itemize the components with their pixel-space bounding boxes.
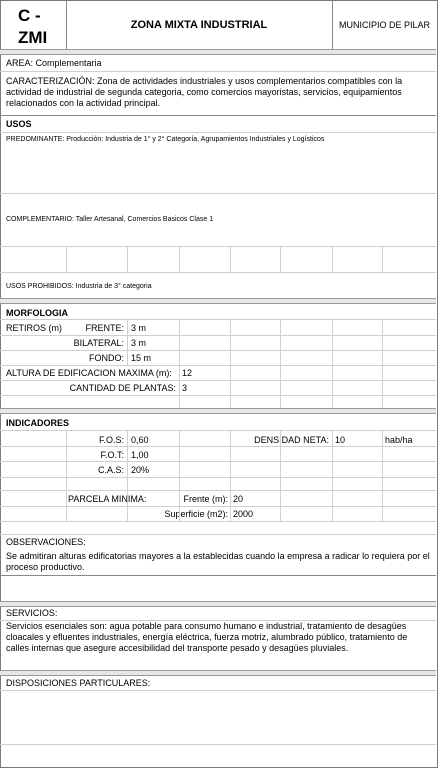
- fondo-label: FONDO:: [89, 353, 124, 363]
- densidad-unit: hab/ha: [385, 435, 413, 445]
- retiros-label: RETIROS (m): [6, 323, 62, 333]
- row-line: [0, 395, 436, 396]
- zone-code-line1: C -: [18, 6, 41, 25]
- plantas-value: 3: [182, 383, 188, 393]
- row-line: [0, 335, 436, 336]
- grid-line: [382, 430, 383, 521]
- plantas-label: CANTIDAD DE PLANTAS:: [69, 383, 176, 393]
- grid-line: [280, 246, 281, 272]
- section-separator: [0, 408, 436, 414]
- area-label: AREA: Complementaria: [6, 58, 102, 68]
- row-line: [0, 380, 436, 381]
- grid-line: [382, 246, 383, 272]
- fos-label: F.O.S:: [98, 435, 124, 445]
- servicios-text: Servicios esenciales son: agua potable para consumo humano e industrial, tratamiento de desagües cloacales y efluentes industriales, energía eléctrica, fuerza motriz, alumbrado público, tratamiento de calles internas que asegure accesibilidad del transporte pesado y desagües pluviales.: [6, 621, 408, 653]
- grid-line: [179, 246, 180, 272]
- row-line: [0, 193, 436, 194]
- row-line: [0, 534, 436, 535]
- observaciones-heading: OBSERVACIONES:: [6, 537, 86, 547]
- row-line: [0, 132, 436, 133]
- row-line: [0, 521, 436, 522]
- row-line: [0, 690, 436, 691]
- header-divider: [66, 0, 67, 50]
- grid-line: [230, 319, 231, 409]
- disposiciones-heading: DISPOSICIONES PARTICULARES:: [6, 678, 151, 688]
- row-line: [0, 71, 436, 72]
- frente-label: FRENTE:: [85, 323, 124, 333]
- parcela-frente-value: 20: [233, 494, 244, 504]
- zone-code-line2: ZMI: [18, 28, 48, 47]
- indicadores-heading: INDICADORES: [6, 418, 70, 428]
- grid-line: [179, 319, 180, 409]
- row-line: [0, 744, 436, 745]
- fos-value: 0,60: [131, 435, 149, 445]
- bilateral-value: 3 m: [131, 338, 147, 348]
- grid-line: [332, 319, 333, 409]
- grid-line: [127, 319, 128, 365]
- altura-label: ALTURA DE EDIFICACION MAXIMA (m):: [6, 368, 172, 378]
- frente-value: 3 m: [131, 323, 147, 333]
- observaciones-text: Se admitiran alturas edificatorias mayores a la establecidas cuando la empresa a radicar lo requiera por el proceso productivo.: [6, 551, 430, 572]
- parcela-label: PARCELA MINIMA:: [68, 494, 147, 504]
- section-separator: [0, 601, 436, 607]
- grid-line: [230, 430, 231, 521]
- row-line: [0, 319, 436, 320]
- densidad-label: DENSIDAD NETA:: [254, 435, 329, 445]
- grid-line: [127, 430, 128, 521]
- grid-line: [230, 246, 231, 272]
- superficie-label: Superficie (m2):: [164, 509, 228, 519]
- zone-code: [18, 5, 68, 49]
- fot-value: 1,00: [131, 450, 149, 460]
- grid-line: [66, 430, 67, 521]
- section-separator: [0, 670, 436, 676]
- row-line: [0, 115, 436, 116]
- grid-line: [127, 246, 128, 272]
- row-line: [0, 272, 436, 273]
- row-line: [0, 575, 436, 576]
- densidad-value: 10: [335, 435, 346, 445]
- servicios-heading: SERVICIOS:: [6, 608, 58, 618]
- grid-line: [280, 430, 281, 521]
- fot-label: F.O.T:: [100, 450, 124, 460]
- grid-line: [179, 430, 180, 521]
- row-line: [0, 350, 436, 351]
- caracterizacion-text: CARACTERIZACIÓN: Zona de actividades industriales y usos complementarios compatibles con la actividad de industrial de segunda categoria, como comercios mayoristas, servicios, equipamientos relacionados con la actividad principal.: [6, 76, 403, 108]
- row-line: [0, 365, 436, 366]
- zone-title: ZONA MIXTA INDUSTRIAL: [130, 19, 268, 31]
- bilateral-label: BILATERAL:: [73, 338, 124, 348]
- grid-line: [66, 246, 67, 272]
- header-divider: [332, 0, 333, 50]
- grid-line: [382, 319, 383, 409]
- fondo-value: 15 m: [131, 353, 152, 363]
- cas-label: C.A.S:: [97, 465, 124, 475]
- section-separator: [0, 298, 436, 304]
- cas-value: 20%: [131, 465, 150, 475]
- usos-heading: USOS: [6, 119, 32, 129]
- morfologia-heading: MORFOLOGIA: [6, 308, 68, 318]
- grid-line: [332, 430, 333, 521]
- grid-line: [280, 319, 281, 409]
- grid-line: [332, 246, 333, 272]
- uso-complementario: COMPLEMENTARIO: Taller Artesanal, Comercios Basicos Clase 1: [6, 216, 214, 223]
- usos-prohibidos: USOS PROHIBIDOS: Industria de 3° categoria: [6, 283, 152, 290]
- altura-value: 12: [182, 368, 193, 378]
- parcela-frente-label: Frente (m):: [183, 494, 228, 504]
- municipality-label: MUNICIPIO DE PILAR: [338, 20, 430, 30]
- header-separator: [0, 49, 436, 55]
- uso-predominante: PREDOMINANTE: Producción: Industria de 1° y 2° Categoría, Agrupamientos Industriales y Logísticos: [6, 136, 325, 143]
- superficie-value: 2000: [233, 509, 254, 519]
